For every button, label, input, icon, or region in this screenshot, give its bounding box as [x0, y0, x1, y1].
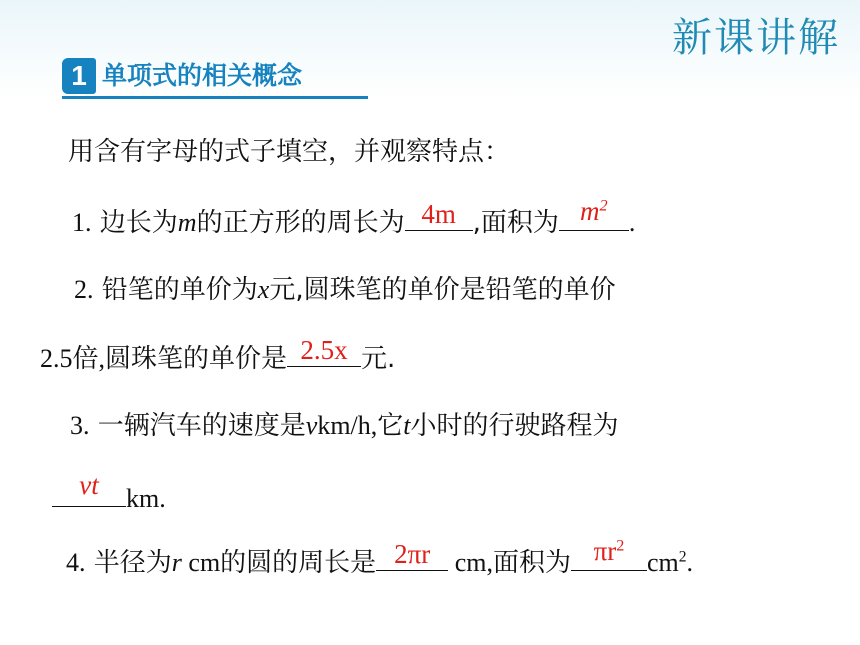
q2-answer: 2.5x	[300, 335, 348, 365]
question-4	[66, 536, 694, 581]
q2-number: 2.	[74, 275, 94, 304]
q1-number: 1.	[72, 208, 92, 237]
question-2-line-1	[74, 272, 616, 308]
q4-text-2: 的圆的周长是	[220, 548, 377, 578]
q1-text-3: ,面积为	[472, 208, 559, 238]
q3-number: 3.	[70, 411, 90, 440]
question-1	[72, 196, 636, 241]
q2-variable: x	[257, 275, 270, 304]
q3-answer: vt	[79, 470, 99, 500]
q4-text-3: cm,面积为	[448, 548, 571, 577]
q3-text-2: 它	[377, 411, 404, 441]
q1-text-1: 边长为	[99, 208, 178, 238]
section-title: 单项式的相关概念	[102, 61, 303, 90]
question-3-line-2	[52, 470, 166, 517]
page-header-title: 新课讲解	[672, 15, 840, 61]
q4-answer-2: $\pi r^2$	[593, 536, 625, 566]
q1-text-2: 的正方形的周长为	[196, 208, 405, 238]
q2-end: 元.	[361, 344, 396, 374]
q4-answer-1: 2πr	[394, 539, 431, 569]
q4-text-1: 半径为	[93, 548, 172, 578]
q4-answer-blank-2	[571, 536, 647, 571]
q2-text-3: 2.5倍,圆珠笔的单价是	[40, 344, 288, 373]
q4-end: .	[686, 548, 694, 577]
section-number-badge: 1	[62, 58, 96, 94]
q3-end: km.	[126, 484, 166, 513]
q1-answer-blank-1	[405, 199, 473, 231]
q2-text-1: 铅笔的单价为	[101, 275, 258, 305]
q4-variable: r	[171, 548, 182, 577]
q4-unit-area: $cm^2$	[646, 548, 687, 577]
q3-variable-t: t	[403, 411, 411, 440]
q1-answer-blank-2	[559, 196, 629, 231]
q3-answer-blank	[52, 470, 126, 507]
q1-answer-2: $m^2$	[580, 196, 608, 226]
question-3-line-1	[70, 408, 619, 444]
q4-unit: cm	[181, 548, 221, 577]
q1-variable: m	[177, 208, 197, 237]
intro-text: 用含有字母的式子填空，并观察特点：	[68, 137, 511, 167]
q4-answer-blank-1	[376, 539, 448, 571]
q1-answer-1: 4m	[421, 199, 456, 229]
section-underline	[62, 96, 368, 99]
q2-answer-blank	[287, 335, 361, 367]
q4-number: 4.	[66, 548, 86, 577]
q3-text-3: 小时的行驶路程为	[410, 411, 619, 441]
q2-text-2: 元,圆珠笔的单价是铅笔的单价	[269, 275, 616, 305]
question-2-line-2	[40, 335, 396, 377]
q3-variable-v: v	[305, 411, 318, 440]
q3-text-1: 一辆汽车的速度是	[97, 411, 306, 441]
q3-unit: km/h,	[317, 411, 378, 440]
q1-end: .	[628, 208, 636, 237]
